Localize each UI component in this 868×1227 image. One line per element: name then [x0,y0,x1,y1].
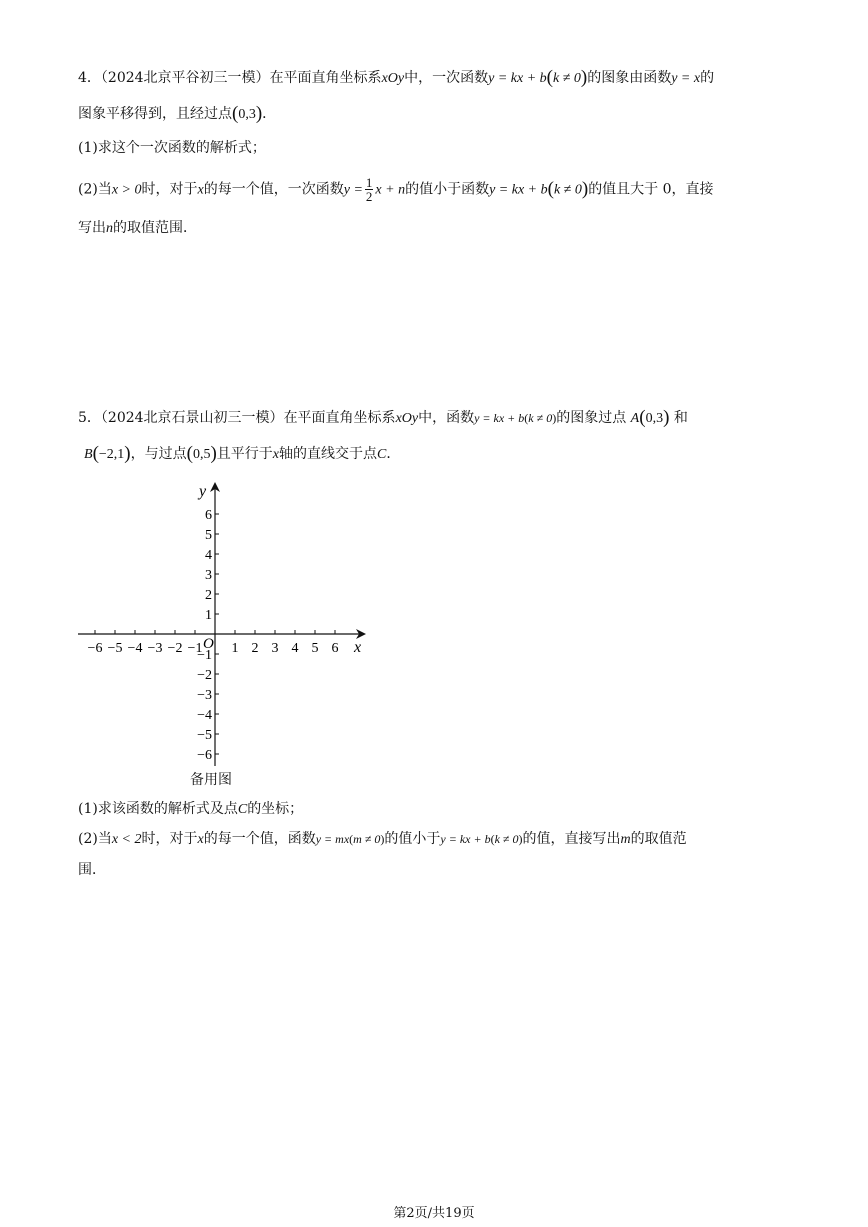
q4-text: 写出 [78,220,106,236]
q4-variable: n [106,221,113,236]
q5-line-2: B(−2,1)，与过点(0,5)且平行于x轴的直线交于点C． [84,443,401,464]
q4-text: 的值小于函数 [405,181,490,198]
q4-number: 4． [78,70,101,86]
q4-text: 的图象由函数 [587,70,672,86]
q4-variable: x [197,182,204,198]
y-tick-label: −6 [197,748,212,763]
x-tick-label: −3 [147,641,163,656]
x-tick-label: −6 [87,641,103,656]
q5-text: (1)求该函数的解析式及点 [78,801,238,817]
q5-part-1 [78,799,303,820]
q4-text: 时，对于 [141,181,198,198]
q4-line-2: 图象平移得到，且经过点(0,3)． [78,103,277,124]
q5-text: 的值，直接写出 [522,831,621,847]
y-axis-label: y [199,483,207,500]
q4-text: 的每一个值，一次函数 [203,181,344,198]
q5-text: 的值小于 [384,831,441,847]
q4-line-1: 4．（2024北京平谷初三一模）在平面直角坐标系xOy中，一次函数y = kx + b(k ≠ 0)的图象由函数y = x的 [78,67,715,88]
x-tick-label: 4 [291,641,299,656]
q4-text: 的 [700,70,715,86]
page-footer: 第2页/共19页 [393,1206,475,1221]
y-tick-label: 2 [205,588,212,603]
fraction-denominator: 2 [365,189,373,204]
q4-source: （2024北京平谷初三一模） [100,70,270,86]
q4-text: 在平面直角坐标系 [269,70,382,86]
q4-text: 的取值范围． [113,220,197,236]
q5-text: (2)当 [78,831,112,847]
q5-text: 时，对于 [141,831,198,847]
x-tick-label: −1 [187,641,203,656]
q4-expression: x + n [375,182,406,198]
y-tick-label: 1 [205,608,212,623]
q5-condition: k ≠ 0 [494,832,519,846]
q5-part-2-line-1: (2)当x < 2时，对于x的每一个值，函数y = mx(m ≠ 0)的值小于y = kx + b(k ≠ 0)的值，直接写出m的取值范 [78,831,687,847]
q5-variable: x [197,832,204,847]
y-tick-label: 5 [205,528,212,543]
x-tick-label: −5 [107,641,123,656]
x-tick-label: −4 [127,641,143,656]
q4-condition: k ≠ 0 [552,71,581,86]
q5-text: 在平面直角坐标系 [283,410,396,426]
point-a-coords: 0,3 [645,411,664,426]
x-tick-label: 3 [271,641,279,656]
q5-text: 且平行于 [216,446,273,462]
y-tick-label: 3 [205,568,212,583]
x-tick-label: 5 [311,641,319,656]
origin-label: O [203,636,214,652]
q5-text: 的图象过点 [556,410,627,426]
q5-variable: m [620,832,631,847]
q5-condition-m: m ≠ 0 [353,832,381,846]
x-tick-label: 1 [231,641,239,656]
q5-source: （2024北京石景山初三一模） [100,410,284,426]
q4-function-yx: y = x [671,71,701,86]
q4-condition: k ≠ 0 [553,182,582,198]
q5-coord-system: xOy [395,411,419,426]
y-tick-label: −4 [197,708,212,723]
y-tick-label: −1 [197,648,212,663]
q4-text: 中，一次函数 [404,70,489,86]
y-tick-label: −2 [197,668,212,683]
point-b-label: B [84,447,93,462]
q5-function: y = kx + b [440,832,491,846]
q5-condition: k ≠ 0 [528,411,553,425]
y-tick-label: 4 [205,548,212,563]
point-0-5: 0,5 [192,447,211,462]
figure-caption: 备用图 [190,772,232,788]
q4-condition: x > 0 [111,182,142,198]
q4-coord-system: xOy [381,71,405,86]
y-tick-label: −5 [197,728,212,743]
q5-function: y = kx + b [474,411,525,425]
q4-expression: y = [343,182,363,198]
point-c-label: C [237,802,248,817]
q5-text: 轴的直线交于点 [279,446,377,462]
q5-part-2-line-2: 围． [78,862,106,878]
y-tick-label: −3 [197,688,212,703]
q5-text: 的取值范 [630,831,687,847]
q4-function: y = kx + b [488,71,547,86]
q5-x-axis: x [272,447,279,462]
q4-point: 0,3 [238,107,256,122]
point-b-coords: −2,1 [98,447,125,462]
q5-text: 的坐标； [247,801,304,817]
fraction-numerator: 1 [365,175,373,190]
q5-text: ． [386,446,401,462]
y-tick-label: 6 [205,508,212,523]
point-a-label: A [630,411,640,426]
q5-number: 5． [78,410,101,426]
point-c-label: C [377,447,387,462]
x-tick-label: 6 [331,641,339,656]
q5-line-1: 5．（2024北京石景山初三一模）在平面直角坐标系xOy中，函数y = kx + b(k ≠ 0)的图象过点 A(0,3) 和 [78,407,688,428]
q5-text: 中，函数 [418,410,475,426]
q4-text: (2)当 [78,181,112,198]
x-axis-label: x [354,639,362,656]
q5-condition: x < 2 [111,832,142,847]
q4-text: ． [262,106,277,122]
q4-function: y = kx + b [489,182,548,198]
q5-function-m: y = mx [315,832,350,846]
x-tick-label: −2 [167,641,183,656]
x-tick-label: 2 [251,641,259,656]
q5-text: 和 [673,410,688,426]
q4-part-1: (1)求这个一次函数的解析式； [78,140,266,156]
q5-text: 的每一个值，函数 [203,831,316,847]
q4-text: 图象平移得到，且经过点 [78,106,232,122]
q5-text: ，与过点 [130,446,187,462]
q4-part-2-line-1: (2)当x > 0时，对于x的每一个值，一次函数y = $\frac{1}{2}$ x + n的值小于函数y = kx + b(k ≠ 0)的值且大于 0，直接 [78,175,714,204]
q4-text: 的值且大于 0，直接 [588,181,714,198]
